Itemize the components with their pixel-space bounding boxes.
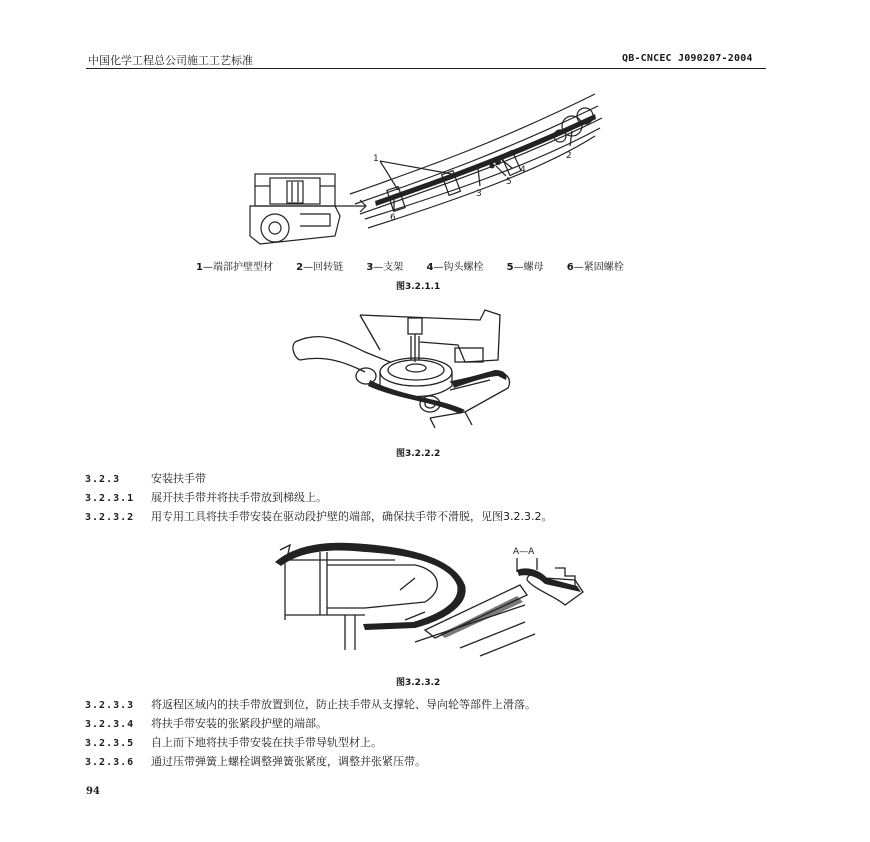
step-number: 3.2.3.5 [85, 738, 135, 749]
section-label-a-a: A—A [513, 547, 535, 557]
step-paragraph [85, 734, 382, 750]
step-text: 自上而下地将扶手带安装在扶手带导轨型材上。 [151, 736, 382, 749]
step-number: 3.2.3.2 [85, 512, 135, 523]
step-text: 将返程区域内的扶手带放置到位，防止扶手带从支撑轮、导向轮等部件上滑落。 [151, 698, 536, 711]
page-header-right: QB-CNCEC J090207-2004 [622, 53, 753, 64]
figure-3-2-1-1-legend [196, 258, 644, 273]
callout-3: 3 [476, 189, 482, 199]
callout-1: 1 [373, 154, 379, 164]
figure-3-2-2-2-caption: 图3.2.2.2 [396, 449, 441, 459]
step-text: 展开扶手带并将扶手带放到梯级上。 [151, 491, 327, 504]
step-text: 通过压带弹簧上螺栓调整弹簧张紧度，调整并张紧压带。 [151, 755, 426, 768]
legend-item: 6—紧固螺栓 [566, 262, 624, 273]
page-number: 94 [86, 786, 100, 797]
figure-3-2-1-1-drawing [240, 86, 610, 251]
step-paragraph [85, 696, 536, 712]
callout-4: 4 [520, 165, 526, 175]
legend-item: 2—回转链 [296, 262, 344, 273]
step-number: 3.2.3.4 [85, 719, 135, 730]
callout-6: 6 [390, 213, 396, 223]
section-number: 3.2.3 [85, 474, 121, 485]
legend-item: 5—螺母 [506, 262, 544, 273]
step-text: 将扶手带安装的张紧段护壁的端部。 [151, 717, 327, 730]
step-paragraph [85, 489, 327, 505]
legend-item: 1—端部护壁型材 [196, 262, 273, 273]
legend-item: 3—支架 [366, 262, 404, 273]
header-rule [86, 68, 766, 69]
step-number: 3.2.3.1 [85, 493, 135, 504]
step-paragraph [85, 753, 426, 769]
section-heading [85, 470, 206, 486]
page-header-left: 中国化学工程总公司施工工艺标准 [88, 54, 253, 67]
figure-3-2-3-2-caption: 图3.2.3.2 [396, 678, 441, 688]
section-title: 安装扶手带 [151, 472, 206, 485]
step-paragraph [85, 508, 552, 524]
step-number: 3.2.3.3 [85, 700, 135, 711]
step-number: 3.2.3.6 [85, 757, 135, 768]
figure-3-2-2-2-drawing [290, 300, 520, 430]
callout-5: 5 [506, 177, 512, 187]
callout-2: 2 [566, 151, 572, 161]
step-text: 用专用工具将扶手带安装在驱动段护壁的端部，确保扶手带不滑脱，见图3.2.3.2。 [151, 510, 553, 523]
figure-3-2-3-2-drawing [265, 530, 595, 665]
legend-item: 4—钩头螺栓 [426, 262, 484, 273]
figure-3-2-1-1-caption: 图3.2.1.1 [396, 282, 441, 292]
step-paragraph [85, 715, 327, 731]
